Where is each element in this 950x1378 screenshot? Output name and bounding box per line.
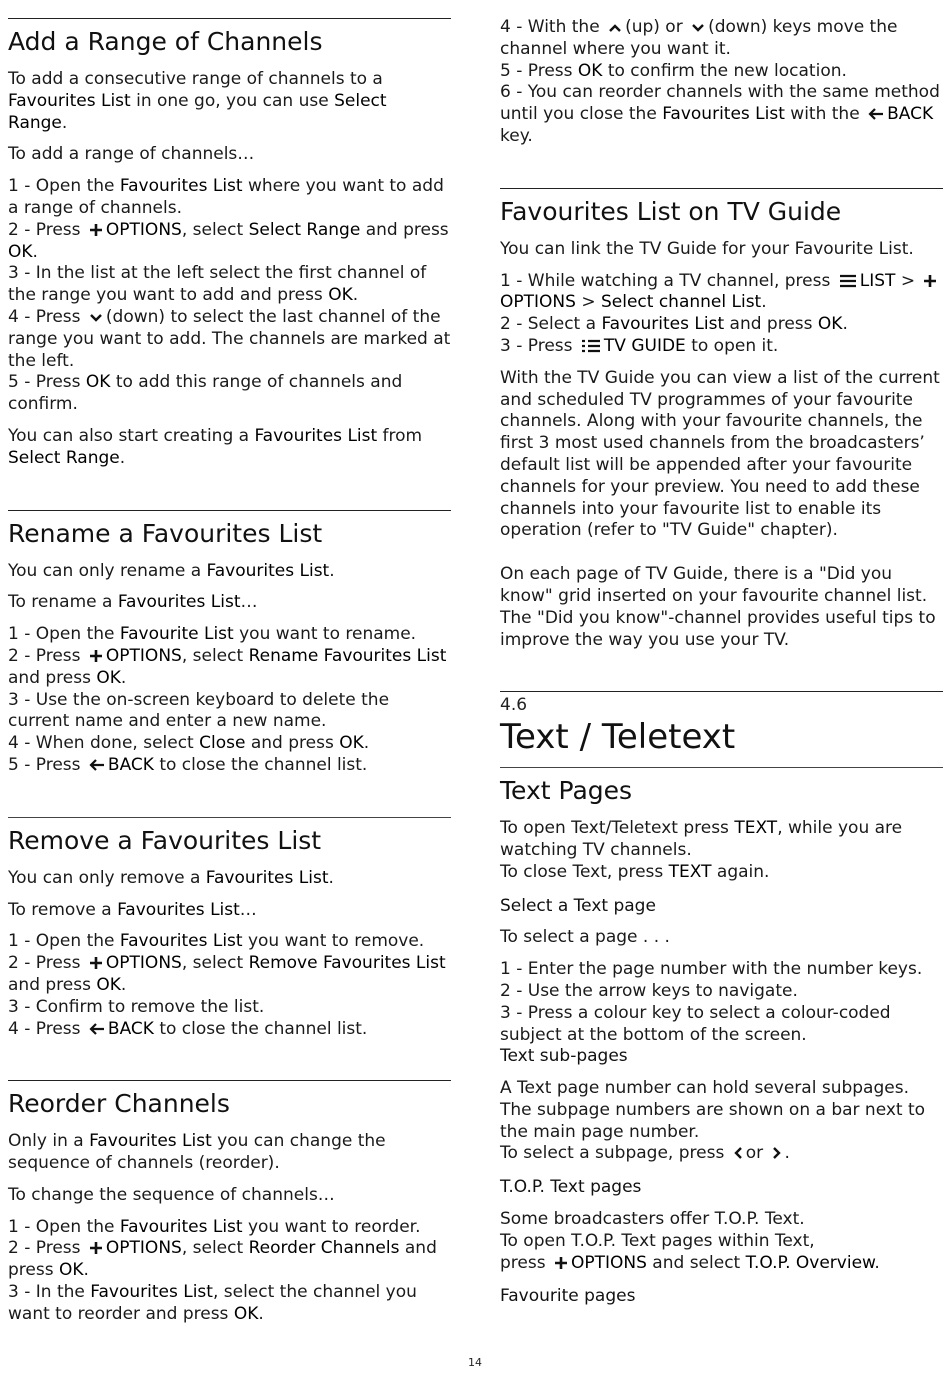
chevron-left-icon [733, 1146, 743, 1160]
paragraph: To remove a Favourites List… [8, 899, 257, 920]
section-title-remove: Remove a Favourites List [8, 825, 322, 855]
step: 1 - Open the Favourites List where you want to add a range of channels. [8, 176, 444, 218]
step: 3 - In the Favourites List, select the channel you want to reorder and press OK. [8, 1282, 417, 1324]
step: 4 - Press (down) to select the last channel of the range you want to add. The channels are marked at the left. [8, 306, 451, 371]
step: 1 - Open the Favourite List you want to rename. [8, 624, 417, 645]
back-arrow-icon [89, 758, 105, 772]
step: 3 - Press a colour key to select a colour-coded subject at the bottom of the screen. [500, 1002, 891, 1045]
paragraph: With the TV Guide you can view a list of the current and scheduled TV programmes of your favourite channels. Along with your favourite channels, the first 3 most used channels from the broadcasters’ default list will be appended after your favourite channels for your preview. You need to add these channels into your favourite list to enable its operation (refer to "TV Guide" chapter). [500, 367, 940, 541]
step: 5 - Press OK to add this range of channels and confirm. [8, 372, 403, 415]
heading-select-text-page: Select a Text page [500, 895, 656, 916]
step: 5 - Press BACK to close the channel list. [8, 754, 368, 775]
step: 3 - In the list at the left select the first channel of the range you want to add and press OK. [8, 263, 427, 306]
chevron-right-icon [772, 1146, 782, 1160]
back-arrow-icon [89, 1022, 105, 1036]
step: 2 - Press OPTIONS, select Reorder Channels and press OK. [8, 1238, 437, 1281]
step: 2 - Select a Favourites List and press OK. [500, 314, 848, 335]
page-number: 14 [468, 1356, 482, 1369]
paragraph: To change the sequence of channels… [8, 1184, 335, 1205]
paragraph: You can link the TV Guide for your Favourite List. [500, 238, 914, 259]
step: 5 - Press OK to confirm the new location. [500, 60, 847, 81]
step: 4 - When done, select Close and press OK. [8, 733, 370, 754]
step: 1 - Open the Favourites List you want to remove. [8, 931, 425, 952]
plus-icon [89, 649, 103, 663]
tv-guide-icon [581, 339, 601, 353]
heading-text-sub-pages: Text sub-pages [500, 1046, 628, 1067]
step: 6 - You can reorder channels with the same method until you close the Favourites List with the BACK key. [500, 82, 940, 146]
section-title-rename: Rename a Favourites List [8, 518, 323, 548]
chevron-up-icon [608, 22, 622, 34]
paragraph: To select a subpage, press or . [500, 1143, 790, 1164]
plus-icon [89, 223, 103, 237]
paragraph: Some broadcasters offer T.O.P. Text. [500, 1209, 805, 1230]
step: 4 - Press BACK to close the channel list. [8, 1018, 368, 1039]
back-arrow-icon [868, 107, 884, 121]
plus-icon [89, 956, 103, 970]
chapter-title: Text / Teletext [500, 717, 736, 758]
step: 1 - Enter the page number with the number keys. [500, 959, 923, 980]
chevron-down-icon [691, 22, 705, 34]
step: 3 - Use the on-screen keyboard to delete the current name and enter a new name. [8, 689, 390, 732]
list-icon [839, 274, 857, 288]
step: 3 - Press TV GUIDE to open it. [500, 335, 779, 356]
paragraph: To open Text/Teletext press TEXT, while you are watching TV channels. [500, 818, 903, 860]
paragraph: Only in a Favourites List you can change the sequence of channels (reorder). [8, 1131, 386, 1174]
paragraph: To add a range of channels… [8, 144, 255, 165]
step: 1 - Open the Favourites List you want to reorder. [8, 1216, 421, 1237]
paragraph: To select a page . . . [500, 927, 670, 948]
right-column [500, 0, 943, 1308]
paragraph: To close Text, press TEXT again. [500, 861, 770, 882]
step: 2 - Press OPTIONS, select Remove Favourites List and press OK. [8, 953, 446, 995]
paragraph: To open T.O.P. Text pages within Text, [500, 1230, 815, 1251]
step: 1 - While watching a TV channel, press LIST > OPTIONS > Select channel List. [500, 271, 943, 315]
paragraph: You can also start creating a Favourites List from Select Range. [8, 425, 423, 468]
section-title-reorder: Reorder Channels [8, 1089, 230, 1119]
plus-icon [89, 1241, 103, 1255]
section-number: 4.6 [500, 695, 528, 716]
section-title-add-range: Add a Range of Channels [8, 27, 323, 56]
step: 2 - Use the arrow keys to navigate. [500, 980, 798, 1001]
step: 2 - Press OPTIONS, select Select Range and press OK. [8, 219, 449, 262]
plus-icon [554, 1256, 568, 1270]
paragraph: On each page of TV Guide, there is a "Did you know" grid inserted on your favourite channel list. The "Did you know"-channel provides useful tips to improve the way you use your TV. [500, 564, 936, 650]
paragraph: To add a consecutive range of channels to a Favourites List in one go, you can use Select Range. [8, 69, 387, 133]
left-column [8, 0, 451, 1326]
plus-icon [923, 274, 937, 288]
paragraph: A Text page number can hold several subpages. The subpage numbers are shown on a bar next to the main page number. [500, 1078, 926, 1142]
step: 2 - Press OPTIONS, select Rename Favourites List and press OK. [8, 645, 447, 688]
heading-favourite-pages: Favourite pages [500, 1286, 636, 1307]
paragraph: You can only rename a Favourites List. [8, 560, 335, 581]
paragraph: You can only remove a Favourites List. [8, 867, 334, 888]
subsection-title-text-pages: Text Pages [500, 776, 633, 806]
step: 3 - Confirm to remove the list. [8, 996, 265, 1017]
section-title-tv-guide: Favourites List on TV Guide [500, 196, 842, 226]
paragraph: press OPTIONS and select T.O.P. Overview. [500, 1252, 880, 1273]
heading-top-text-pages: T.O.P. Text pages [500, 1177, 642, 1198]
step: 4 - With the (up) or (down) keys move the channel where you want it. [500, 17, 898, 59]
paragraph: To rename a Favourites List… [8, 592, 258, 613]
chevron-down-icon [89, 312, 103, 324]
